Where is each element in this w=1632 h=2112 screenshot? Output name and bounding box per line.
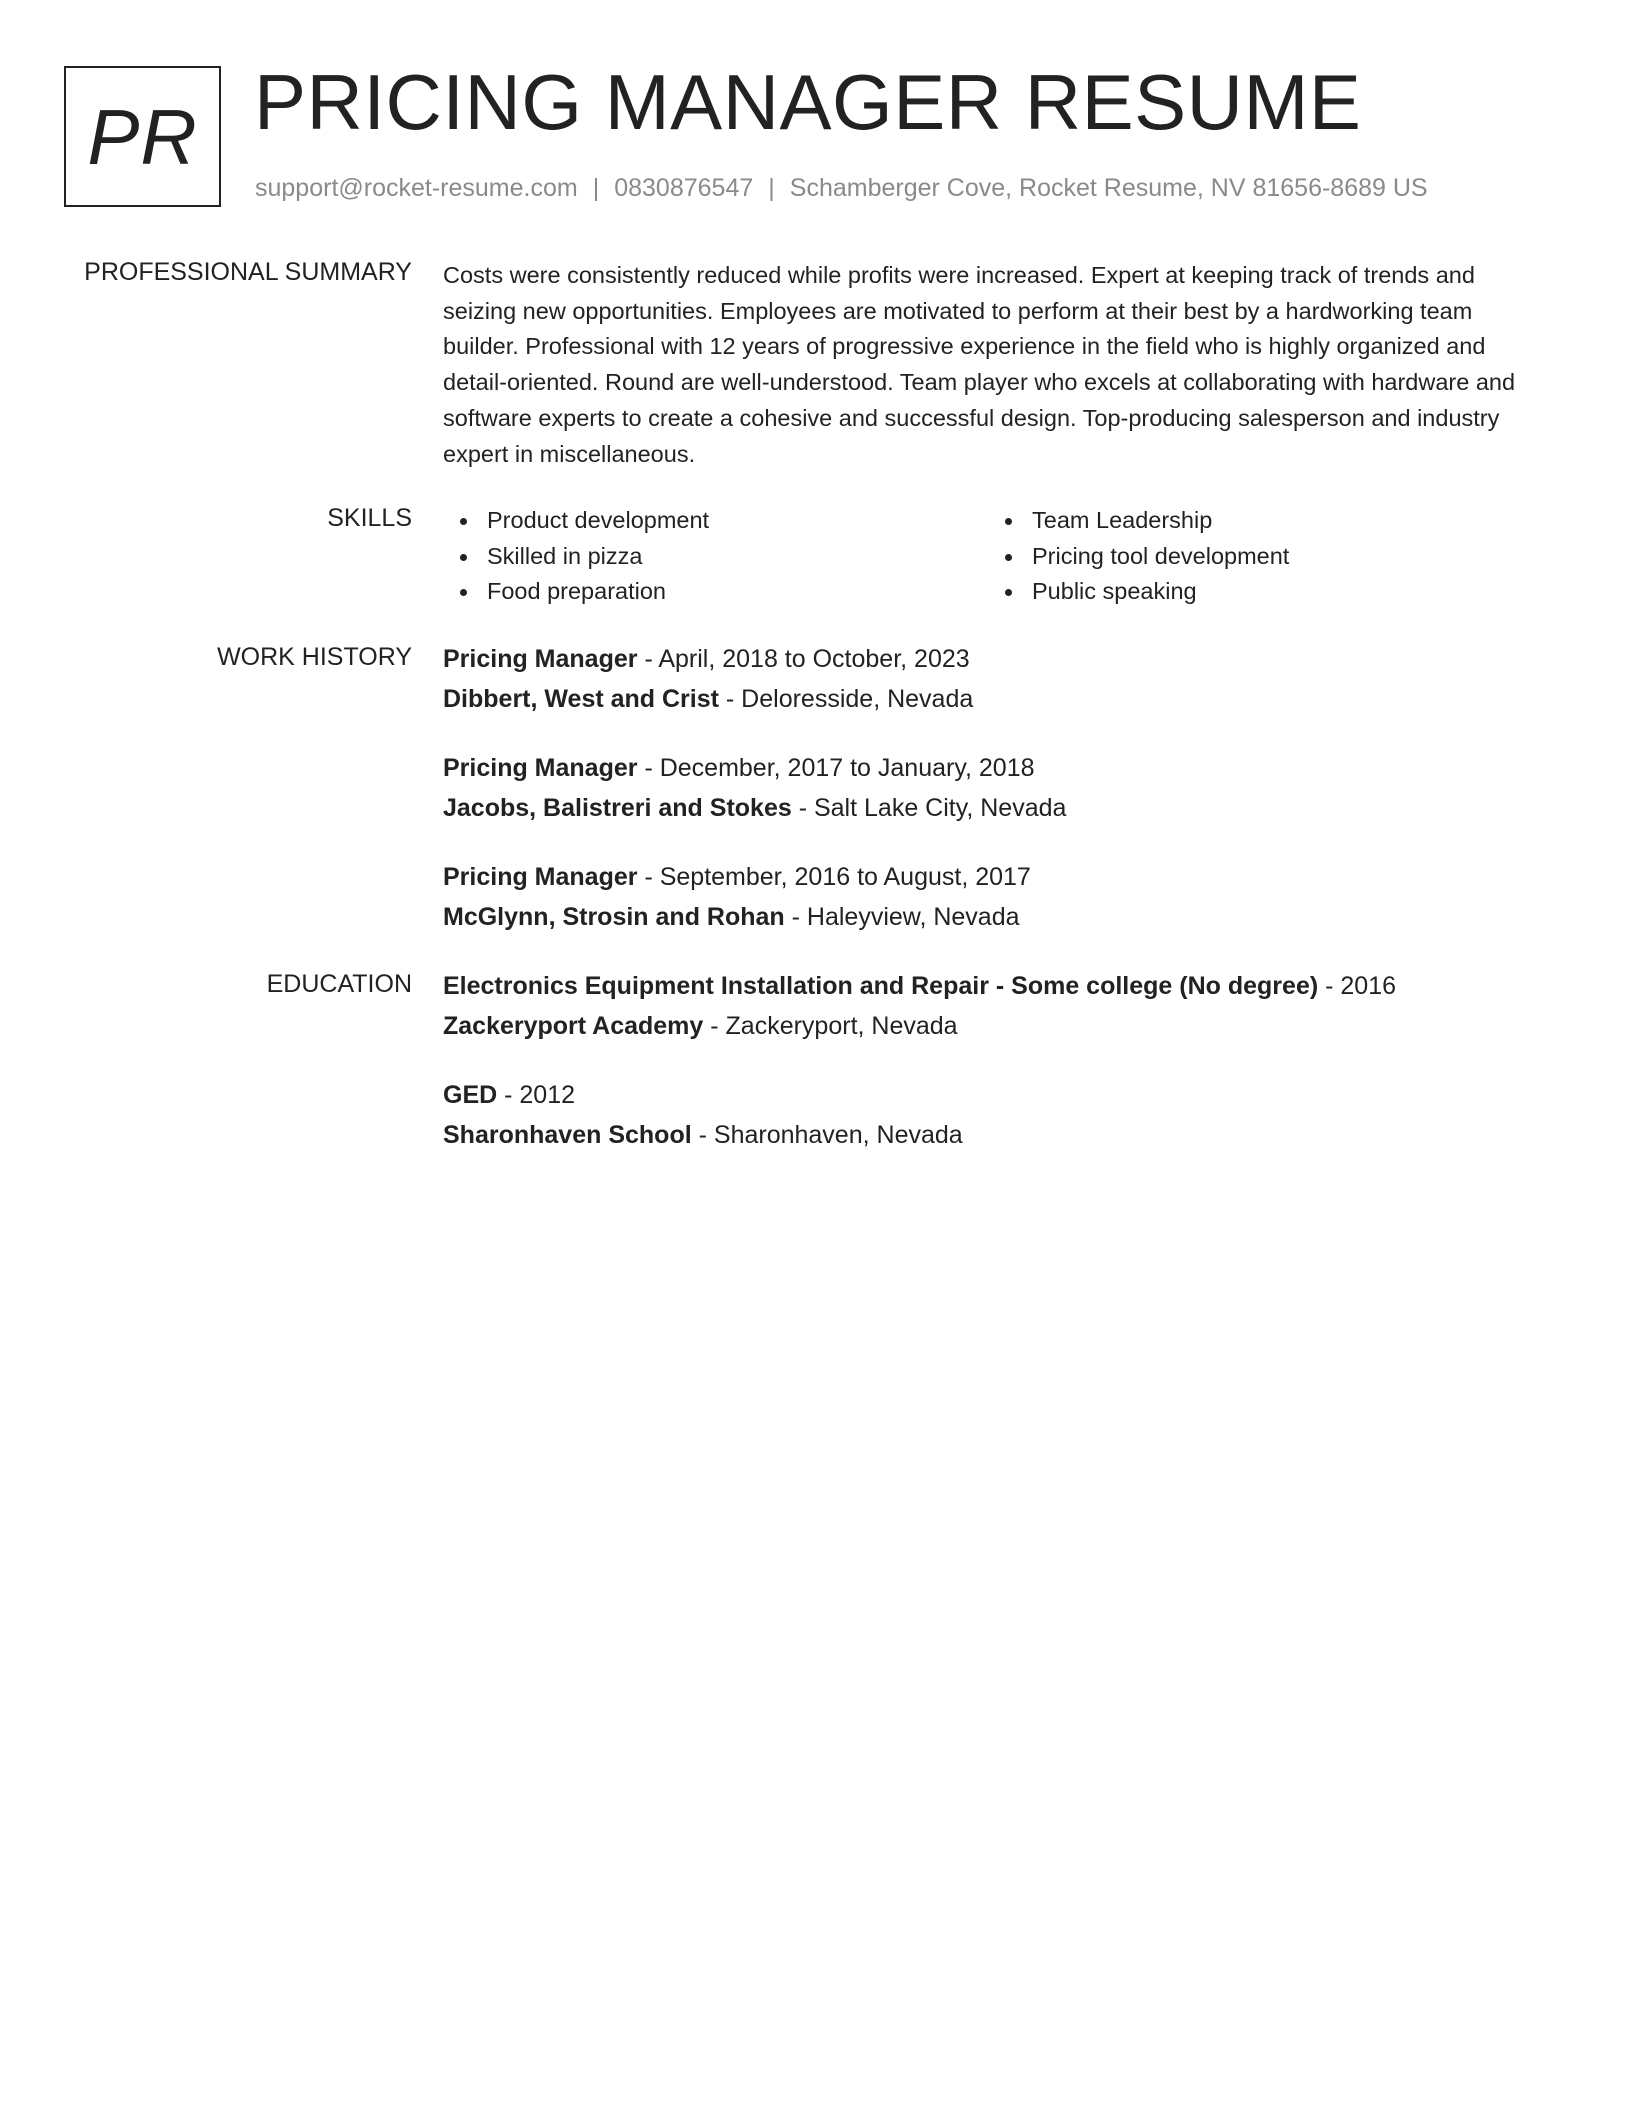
work-role-line xyxy=(443,858,1548,898)
education-school: Zackeryport Academy xyxy=(443,1011,704,1040)
education-location: - Sharonhaven, Nevada xyxy=(691,1120,963,1149)
education-location: - Zackeryport, Nevada xyxy=(703,1011,958,1040)
section-label-education: EDUCATION xyxy=(266,970,412,998)
work-location: - Haleyview, Nevada xyxy=(784,902,1020,931)
work-entry xyxy=(443,749,1548,828)
work-entry xyxy=(443,858,1548,937)
work-role: Pricing Manager xyxy=(443,754,638,782)
skill-item: Team Leadership xyxy=(988,503,1533,539)
work-role-line xyxy=(443,749,1548,789)
section-label-summary: PROFESSIONAL SUMMARY xyxy=(84,258,412,286)
work-company-line xyxy=(443,898,1548,938)
work-role: Pricing Manager xyxy=(443,645,638,673)
skill-item: Food preparation xyxy=(443,574,988,610)
contact-email: support@rocket-resume.com xyxy=(255,174,578,202)
skills-column-right xyxy=(988,503,1533,610)
skill-item: Skilled in pizza xyxy=(443,539,988,575)
work-company-line xyxy=(443,680,1548,720)
contact-line xyxy=(255,172,1428,205)
education-degree-line xyxy=(443,1076,1548,1116)
section-label-skills: SKILLS xyxy=(327,504,412,532)
work-location: - Deloresside, Nevada xyxy=(718,684,974,713)
summary-body xyxy=(443,258,1548,472)
work-dates: - December, 2017 to January, 2018 xyxy=(637,754,1035,782)
work-entry xyxy=(443,640,1548,719)
education-body xyxy=(443,967,1548,1185)
education-degree: GED xyxy=(443,1081,498,1109)
work-dates: - September, 2016 to August, 2017 xyxy=(637,863,1031,891)
skills-list xyxy=(443,503,1548,610)
education-school-line xyxy=(443,1007,1548,1047)
education-year: - 2012 xyxy=(497,1081,576,1109)
work-history-body xyxy=(443,640,1548,967)
education-entry xyxy=(443,967,1548,1046)
section-label-work-history: WORK HISTORY xyxy=(217,643,412,671)
skill-item: Product development xyxy=(443,503,988,539)
education-degree-line xyxy=(443,967,1548,1007)
monogram-box xyxy=(64,66,221,207)
skill-item: Public speaking xyxy=(988,574,1533,610)
summary-text: Costs were consistently reduced while profits were increased. Expert at keeping track of trends and seizing new opportunities. Employees are motivated to perform at their best by a hardworking team builder. Professional with 12 years of progressive experience in the field who is highly organized and detail-oriented. Round are well-understood. Team player who excels at collaborating with hardware and software experts to create a cohesive and successful design. Top-producing salesperson and industry expert in miscellaneous. xyxy=(443,262,1516,467)
work-company: Jacobs, Balistreri and Stokes xyxy=(443,793,792,822)
skills-body xyxy=(443,503,1548,610)
education-school-line xyxy=(443,1116,1548,1156)
education-school: Sharonhaven School xyxy=(443,1120,692,1149)
work-company: McGlynn, Strosin and Rohan xyxy=(443,902,785,931)
education-entry xyxy=(443,1076,1548,1155)
education-year: - 2016 xyxy=(1318,972,1397,1000)
contact-phone: 0830876547 xyxy=(614,174,754,202)
monogram-initials: PR xyxy=(87,92,198,181)
education-degree: Electronics Equipment Installation and Repair - Some college (No degree) xyxy=(443,972,1319,1000)
work-company: Dibbert, West and Crist xyxy=(443,684,719,713)
work-company-line xyxy=(443,789,1548,829)
skills-column-left xyxy=(443,503,988,610)
resume-title: PRICING MANAGER RESUME xyxy=(254,58,1362,146)
work-dates: - April, 2018 to October, 2023 xyxy=(637,645,970,673)
skill-item: Pricing tool development xyxy=(988,539,1533,575)
work-location: - Salt Lake City, Nevada xyxy=(791,793,1067,822)
work-role-line xyxy=(443,640,1548,680)
contact-separator: | xyxy=(592,174,600,202)
contact-address: Schamberger Cove, Rocket Resume, NV 81656-8689 US xyxy=(789,174,1428,202)
contact-separator: | xyxy=(768,174,775,202)
work-role: Pricing Manager xyxy=(443,863,638,891)
